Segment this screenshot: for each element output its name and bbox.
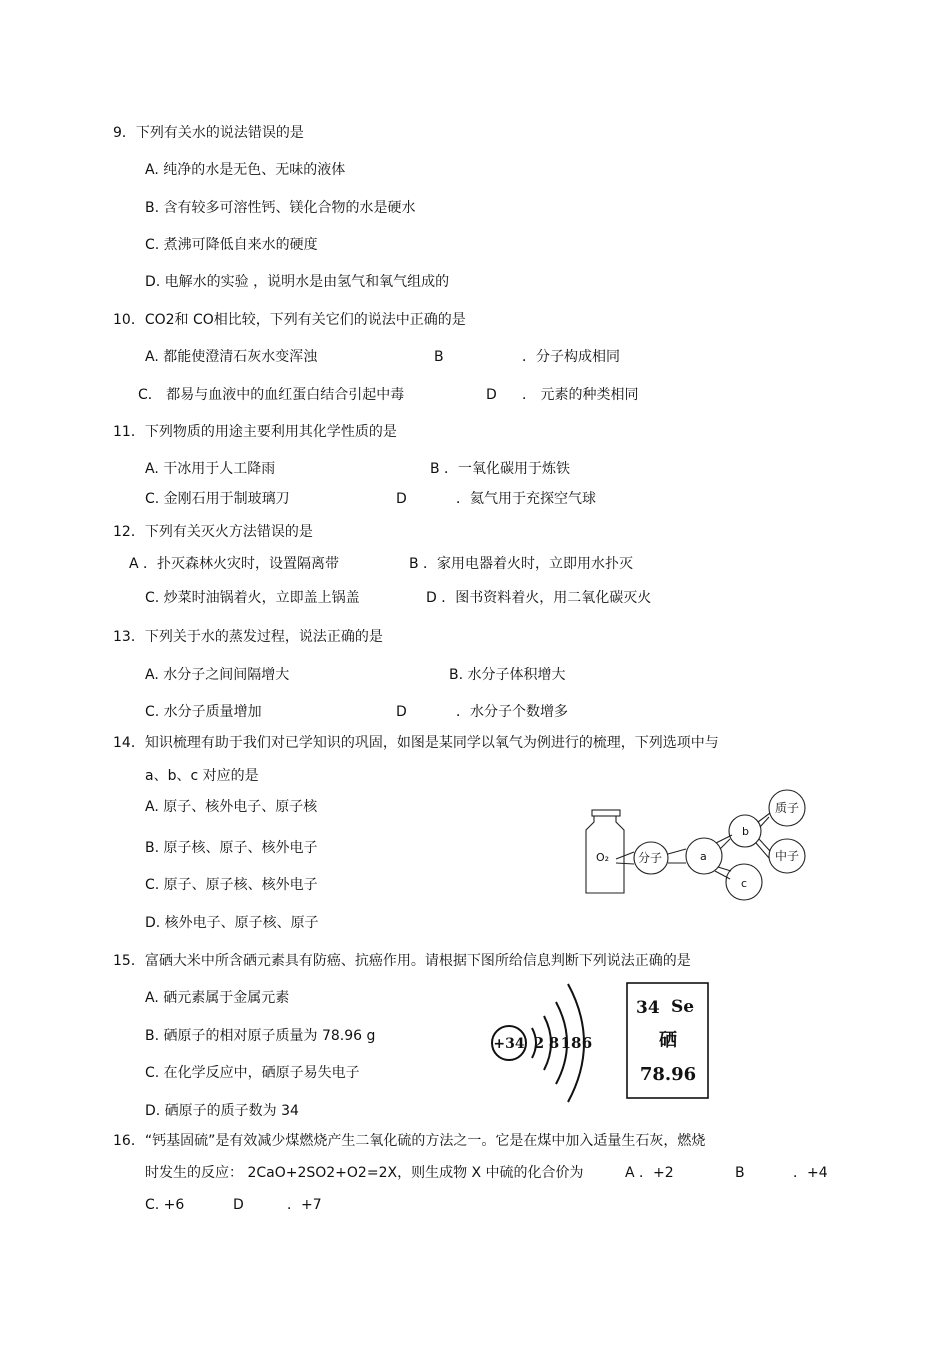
q14-stem: 14．知识梳理有助于我们对已学知识的巩固，如图是某同学以氧气为例进行的梳理，下列选项中与	[113, 735, 719, 751]
element-name: 硒	[659, 1030, 677, 1051]
q16-option-c: C. +6	[145, 1197, 185, 1213]
q16-option-d-letter: D	[233, 1197, 244, 1213]
q10-option-b-letter: B	[434, 349, 444, 365]
atomic-mass: 78.96	[639, 1064, 697, 1085]
shell-count-3: 18	[560, 1034, 582, 1052]
q13-option-d: ．水分子个数增多	[456, 704, 568, 720]
q16-option-d: ．+7	[287, 1197, 322, 1213]
q9-option-c: C. 煮沸可降低自来水的硬度	[145, 237, 318, 253]
q14-option-c: C. 原子、原子核、核外电子	[145, 877, 318, 893]
q13-option-b: B. 水分子体积增大	[449, 667, 566, 683]
q13-option-d-letter: D	[396, 704, 407, 720]
q12-option-c: C. 炒菜时油锅着火，立即盖上锅盖	[145, 590, 360, 606]
q15-option-a: A. 硒元素属于金属元素	[145, 990, 290, 1006]
q11-option-d-letter: D	[396, 491, 407, 507]
a-label: a	[700, 850, 707, 863]
q9-option-a: A. 纯净的水是无色、无味的液体	[145, 162, 346, 178]
c-label: c	[741, 877, 748, 890]
q13-option-c: C. 水分子质量增加	[145, 704, 262, 720]
q11-option-a: A. 干冰用于人工降雨	[145, 461, 276, 477]
q11-option-b: B ．一氧化碳用于炼铁	[430, 461, 571, 477]
q14-option-d: D. 核外电子、原子核、原子	[145, 915, 319, 931]
q15-option-c: C. 在化学反应中，硒原子易失电子	[145, 1065, 360, 1081]
q16-stem: 16．“钙基固硫”是有效减少煤燃烧产生二氧化硫的方法之一。它是在煤中加入适量生石灰，燃烧	[113, 1133, 706, 1149]
neutron-label: 中子	[775, 849, 800, 863]
q12-option-d: D ．图书资料着火，用二氧化碳灭火	[426, 590, 652, 606]
q16-reaction-line: 时发生的反应： 2CaO+2SO2+O2=2X，则生成物 X 中硫的化合价为	[145, 1165, 584, 1181]
q10-option-b: ．分子构成相同	[522, 349, 620, 365]
bottle-label: O₂	[596, 851, 610, 864]
q14-stem-cont: a、b、c 对应的是	[145, 768, 259, 784]
q12-stem: 12．下列有关灭火方法错误的是	[113, 524, 313, 540]
q16-option-b: ．+4	[793, 1165, 828, 1181]
q13-option-a: A. 水分子之间间隔增大	[145, 667, 290, 683]
q15-stem: 15．富硒大米中所含硒元素具有防癌、抗癌作用。请根据下图所给信息判断下列说法正确的是	[113, 953, 691, 969]
q15-option-d: D. 硒原子的质子数为 34	[145, 1103, 299, 1119]
q14-option-a: A. 原子、核外电子、原子核	[145, 799, 318, 815]
q10-stem: 10．CO2和 CO相比较，下列有关它们的说法中正确的是	[113, 312, 466, 328]
q10-option-d: ． 元素的种类相同	[522, 387, 639, 403]
molecule-label: 分子	[638, 851, 663, 865]
q14-option-b: B. 原子核、原子、核外电子	[145, 840, 318, 856]
selenium-element-card	[626, 982, 710, 1100]
q16-option-b-letter: B	[735, 1165, 745, 1181]
atomic-number: 34	[636, 998, 660, 1018]
q9-option-d: D. 电解水的实验 ，说明水是由氢气和氧气组成的	[145, 274, 450, 290]
bottle-cap	[592, 810, 620, 816]
q12-option-a: A ．扑灭森林火灾时，设置隔离带	[129, 556, 340, 572]
q16-option-a: A ．+2	[625, 1165, 674, 1181]
nucleus-charge: +34	[493, 1036, 525, 1052]
q10-option-c: C． 都易与血液中的血红蛋白结合引起中毒	[138, 387, 405, 403]
q11-stem: 11．下列物质的用途主要利用其化学性质的是	[113, 424, 397, 440]
q9-option-b: B. 含有较多可溶性钙、镁化合物的水是硬水	[145, 200, 416, 216]
q11-option-c: C. 金刚石用于制玻璃刀	[145, 491, 290, 507]
selenium-atom-diagram	[488, 978, 608, 1106]
element-symbol: Se	[671, 997, 695, 1017]
q10-option-a: A. 都能使澄清石灰水变浑浊	[145, 349, 318, 365]
q15-option-b: B. 硒原子的相对原子质量为 78.96 g	[145, 1028, 376, 1044]
b-label: b	[742, 825, 749, 838]
q12-option-b: B ．家用电器着火时，立即用水扑灭	[409, 556, 634, 572]
shell-count-1: 2	[533, 1034, 545, 1052]
shell-count-2: 8	[548, 1034, 560, 1052]
oxygen-concept-diagram	[580, 783, 812, 905]
q10-option-d-letter: D	[486, 387, 497, 403]
q13-stem: 13．下列关于水的蒸发过程，说法正确的是	[113, 629, 383, 645]
proton-label: 质子	[775, 801, 800, 815]
shell-count-4: 6	[581, 1034, 593, 1052]
q9-stem: 9．下列有关水的说法错误的是	[113, 125, 304, 141]
q11-option-d: ．氦气用于充探空气球	[456, 491, 596, 507]
